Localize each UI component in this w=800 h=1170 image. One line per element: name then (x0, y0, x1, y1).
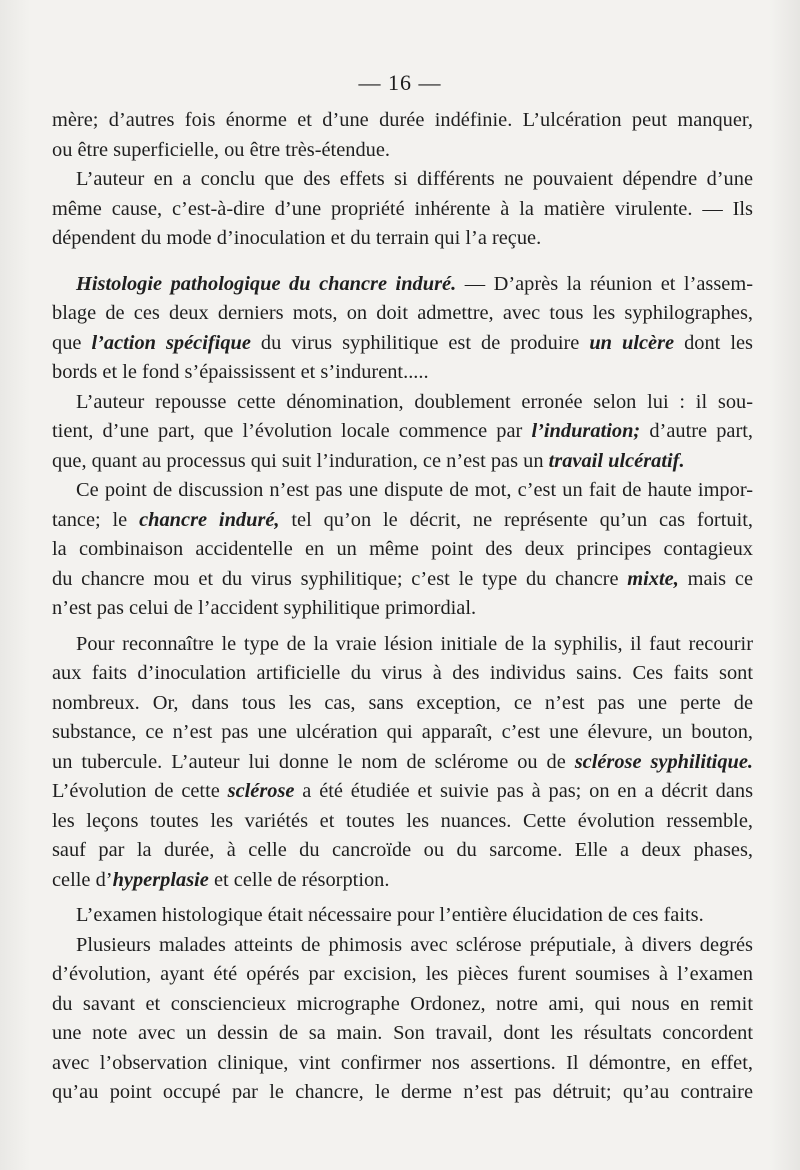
text-run: du savant et consciencieux micrographe Ordonez, notre ami, qui nous en remit (52, 992, 753, 1015)
text-run: que (52, 331, 92, 354)
italic-run: l’action spécifique (91, 331, 251, 354)
text-line (52, 901, 753, 931)
text-line (52, 594, 753, 624)
text-run: ou être superficielle, ou être très-étendue. (52, 138, 390, 161)
text-run: aux faits d’inoculation artificielle du virus à des individus sains. Ces faits sont (52, 662, 753, 684)
text-run: avec l’observation clinique, vint confirmer nos assertions. Il démontre, en effet, (52, 1051, 753, 1074)
text-run: la combinaison accidentelle en un même point des deux principes contagieux (52, 538, 753, 560)
text-line (52, 777, 753, 807)
body-text (52, 106, 753, 1108)
text-run: qu’au point occupé par le chancre, le derme n’est pas détruit; qu’au contraire (52, 1081, 753, 1103)
text-line (52, 748, 753, 778)
text-line (52, 329, 753, 359)
text-run: dont les (674, 331, 753, 354)
text-run: même cause, c’est-à-dire d’une propriété inhérente à la matière virulente. — Ils (52, 197, 753, 220)
text-run: un tubercule. L’auteur lui donne le nom de sclérome ou de (52, 750, 575, 773)
italic-run: mixte, (627, 567, 679, 590)
text-run: celle d’ (52, 868, 113, 891)
text-run: du virus syphilitique est de produire (250, 331, 590, 354)
text-line (52, 565, 753, 595)
text-line (52, 1078, 753, 1108)
text-run: du chancre mou et du virus syphilitique; c’est le type du chancre (52, 567, 628, 590)
text-line (52, 270, 753, 300)
text-run: d’autre part, (640, 420, 753, 442)
text-line (52, 866, 753, 896)
text-run: Plusieurs malades atteints de phimosis avec sclérose préputiale, à divers degrés (76, 933, 753, 956)
text-run: mais ce (678, 567, 753, 590)
text-line (52, 1019, 753, 1049)
text-run: une note avec un dessin de sa main. Son travail, dont les résultats concordent (52, 1022, 753, 1044)
text-run: d’évolution, ayant été opérés par excision, les pièces furent soumises à l’examen (52, 963, 753, 985)
text-run: tel qu’on le décrit, ne représente qu’un cas fortuit, (279, 508, 753, 531)
text-run: nombreux. Or, dans tous les cas, sans exception, ce n’est pas une perte de (52, 691, 753, 714)
text-line (52, 689, 753, 719)
text-line (52, 990, 753, 1020)
text-line (52, 535, 753, 565)
italic-run: l’induration; (531, 420, 641, 442)
italic-run: hyperplasie (112, 868, 209, 891)
text-line (52, 960, 753, 990)
text-run: que, quant au processus qui suit l’induration, ce n’est pas un (52, 449, 549, 472)
text-line (52, 1049, 753, 1079)
text-run: dépendent du mode d’inoculation et du terrain qui l’a reçue. (52, 227, 542, 249)
text-run: blage de ces deux derniers mots, on doit admettre, avec tous les syphilographes, (52, 302, 753, 324)
italic-run: sclérose (227, 780, 295, 802)
text-run: les leçons toutes les variétés et toutes les nuances. Cette évolution ressemble, (52, 809, 753, 832)
text-run: substance, ce n’est pas une ulcération qui apparaît, c’est une élevure, un bouton, (52, 721, 753, 743)
text-line (52, 195, 753, 225)
text-run: Pour reconnaître le type de la vraie lésion initiale de la syphilis, il faut recourir (76, 632, 753, 655)
text-run: sauf par la durée, à celle du cancroïde ou du sarcome. Elle a deux phases, (52, 839, 753, 861)
text-line (52, 388, 753, 418)
text-line (52, 447, 753, 477)
text-line (52, 106, 753, 136)
text-run: L’auteur repousse cette dénomination, doublement erronée selon lui : il sou- (76, 390, 753, 413)
text-line (52, 224, 753, 254)
text-run: L’évolution de cette (52, 780, 228, 802)
italic-run: Histologie pathologique du chancre induré. (76, 272, 457, 295)
text-line (52, 931, 753, 961)
italic-run: un ulcère (589, 331, 675, 354)
italic-run: travail ulcératif. (548, 449, 685, 472)
text-line (52, 476, 753, 506)
text-line (52, 299, 753, 329)
text-run: et celle de résorption. (208, 868, 390, 891)
paragraph-gap (52, 254, 753, 270)
text-run: mère; d’autres fois énorme et d’une durée indéfinie. L’ulcération peut manquer, (52, 109, 753, 131)
text-line (52, 807, 753, 837)
text-line (52, 630, 753, 660)
text-line (52, 836, 753, 866)
text-run: Ce point de discussion n’est pas une dispute de mot, c’est un fait de haute impor- (76, 479, 753, 501)
text-run: L’examen histologique était nécessaire pour l’entière élucidation de ces faits. (76, 904, 704, 926)
text-run: bords et le fond s’épaississent et s’indurent..... (52, 361, 429, 383)
italic-run: chancre induré, (139, 508, 280, 531)
text-run: L’auteur en a conclu que des effets si différents ne pouvaient dépendre d’une (76, 168, 753, 190)
text-line (52, 358, 753, 388)
text-run: — D’après la réunion et l’assem- (456, 272, 753, 295)
text-run: tance; le (52, 508, 140, 531)
text-line (52, 165, 753, 195)
page-number: — 16 — (358, 70, 442, 95)
text-line (52, 506, 753, 536)
text-line (52, 136, 753, 166)
text-run: a été étudiée et suivie pas à pas; on en a décrit dans (294, 780, 754, 802)
text-run: n’est pas celui de l’accident syphilitique primordial. (52, 597, 477, 619)
text-line (52, 417, 753, 447)
italic-run: sclérose syphilitique. (574, 750, 753, 773)
text-run: tient, d’une part, que l’évolution locale commence par (52, 420, 532, 442)
text-line (52, 718, 753, 748)
text-line (52, 659, 753, 689)
